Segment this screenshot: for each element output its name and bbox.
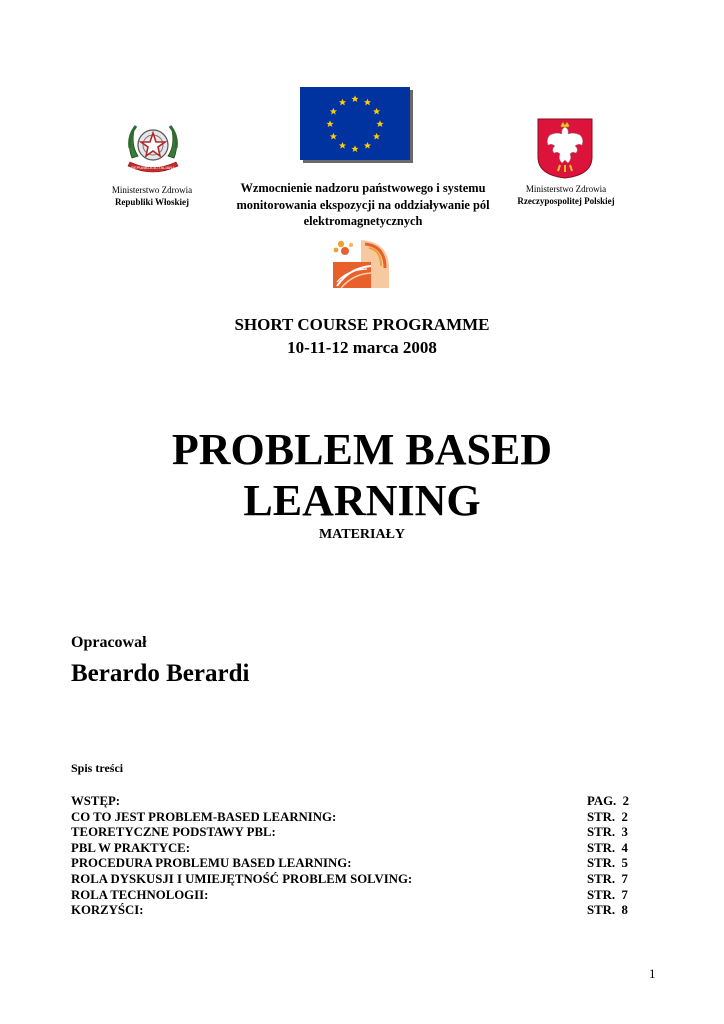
toc-entry-label: WSTĘP:	[71, 794, 121, 808]
toc-entry	[71, 841, 639, 857]
toc-entry-page: STR. 8	[587, 903, 628, 918]
toc-entry-page: STR. 7	[587, 887, 628, 902]
toc-entry-page: STR. 5	[587, 856, 628, 871]
toc-entry	[71, 856, 639, 872]
toc-entry	[71, 794, 639, 810]
author-name: Berardo Berardi	[71, 660, 250, 687]
italy-emblem-icon	[122, 118, 184, 180]
toc-heading: Spis treści	[71, 761, 124, 775]
document-title	[0, 424, 724, 526]
toc-entry-label: CO TO JEST PROBLEM-BASED LEARNING:	[71, 809, 337, 824]
seal-text: REPUBBLICA ITALIANA	[131, 165, 175, 170]
polish-ministry-name: Ministerstwo Zdrowia	[525, 184, 607, 194]
toc-entry	[71, 810, 639, 826]
toc-entry-page: PAG. 2	[587, 794, 630, 808]
italian-ministry-country: Republiki Włoskiej	[114, 197, 190, 207]
toc-entry-label: TEORETYCZNE PODSTAWY PBL:	[71, 825, 276, 840]
polish-ministry-country: Rzeczypospolitej Polskiej	[517, 196, 615, 206]
poland-emblem-icon	[536, 117, 594, 179]
course-date: 10-11-12 marca 2008	[287, 338, 437, 357]
toc-entry-page: STR. 3	[587, 825, 628, 840]
eu-flag-icon	[300, 87, 410, 160]
italian-ministry-name: Ministerstwo Zdrowia	[111, 185, 193, 195]
toc-entry-label: ROLA DYSKUSJI I UMIEJĘTNOŚĆ PROBLEM SOLVING:	[71, 871, 413, 886]
toc-entry-page: STR. 4	[587, 840, 628, 855]
document-title-line-2: LEARNING	[243, 476, 481, 525]
author-label: Opracował	[71, 634, 147, 651]
toc-entry	[71, 888, 639, 904]
toc-entry	[71, 903, 639, 919]
toc-entry-page: STR. 2	[587, 809, 628, 824]
italian-ministry-caption	[96, 184, 208, 208]
toc-entry-label: ROLA TECHNOLOGII:	[71, 887, 209, 902]
toc-entry-label: KORZYŚCI:	[71, 903, 144, 918]
toc-entry-label: PBL W PRAKTYCE:	[71, 840, 190, 855]
document-title-line-1: PROBLEM BASED	[171, 425, 553, 474]
toc-entry	[71, 825, 639, 841]
toc-entry-page: STR. 7	[587, 871, 628, 886]
course-name: SHORT COURSE PROGRAMME	[234, 315, 490, 334]
project-title: Wzmocnienie nadzoru państwowego i systemu monitorowania ekspozycji na oddziaływanie pól elektromagnetycznych	[236, 181, 490, 228]
table-of-contents	[71, 794, 639, 919]
project-logo-icon	[331, 238, 391, 290]
toc-entry	[71, 872, 639, 888]
page-number: 1	[649, 966, 656, 981]
polish-ministry-caption	[508, 183, 624, 207]
document-subtitle: MATERIAŁY	[318, 527, 406, 542]
toc-entry-label: PROCEDURA PROBLEMU BASED LEARNING:	[71, 856, 352, 871]
